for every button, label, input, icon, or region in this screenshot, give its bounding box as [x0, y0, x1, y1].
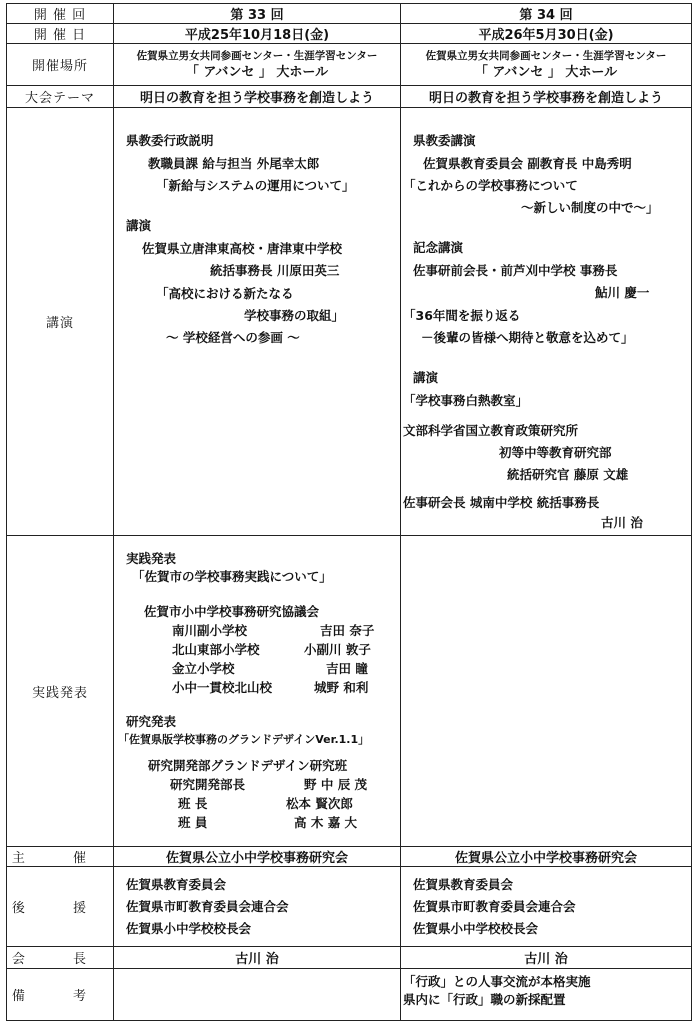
row-date — [7, 24, 692, 44]
row-organizer — [7, 847, 692, 867]
col33-practice-line: 野 中 辰 茂 — [304, 777, 368, 792]
col34-remarks-line: 「行政」との人事交流が本格実施 — [403, 974, 591, 989]
col34-practice — [401, 536, 692, 847]
col33-lecture-line: 県教委行政説明 — [126, 133, 214, 148]
col33-lectures — [114, 108, 401, 536]
col34-venue-line2: 「 アバンセ 」 大ホール — [474, 64, 618, 80]
row-remarks — [7, 969, 692, 1021]
col34-lecture-line: 「36年間を振り返る — [403, 308, 521, 323]
col34-lecture-line: －後輩の皆様へ期待と敬意を込めて」 — [421, 330, 634, 345]
col33-venue-line1: 佐賀県立男女共同参画センター・生涯学習センター — [136, 49, 378, 62]
col33-practice-line: 研究開発部グランドデザイン研究班 — [148, 758, 348, 773]
row-theme — [7, 86, 692, 108]
col33-lecture-line: 学校事務の取組」 — [244, 308, 345, 323]
col33-practice-line: 吉田 奈子 — [320, 623, 375, 638]
col33-practice-line: 城野 和利 — [314, 680, 369, 695]
col33-lecture-line: 統括事務長 川原田英三 — [210, 263, 340, 278]
col34-lecture-line: 記念講演 — [413, 240, 464, 255]
col34-remarks-line: 県内に「行政」職の新採配置 — [403, 992, 566, 1007]
label-venue: 開催場所 — [7, 44, 114, 86]
col34-venue-line1: 佐賀県立男女共同参画センター・生涯学習センター — [425, 49, 667, 62]
col33-practice-line: 班 長 — [178, 796, 208, 811]
col33-practice-line: 松本 賢次郎 — [286, 796, 353, 811]
col34-date: 平成26年5月30日(金) — [401, 24, 692, 44]
col33-lecture-line: 佐賀県立唐津東高校・唐津東中学校 — [142, 241, 343, 256]
label-support: 後 援 — [7, 867, 114, 947]
col34-support-item: 佐賀県小中学校校長会 — [413, 920, 539, 936]
events-table-wrapper — [6, 3, 691, 1019]
col34-lecture-line: 佐事研前会長・前芦刈中学校 事務長 — [413, 263, 618, 278]
label-lectures: 講演 — [7, 108, 114, 536]
col33-practice-line: 研究開発部長 — [170, 777, 246, 792]
col33-practice-line: 「佐賀県版学校事務のグランドデザインVer.1.1」 — [118, 733, 370, 746]
col34-support-item: 佐賀県市町教育委員会連合会 — [413, 898, 576, 914]
col33-practice-line: 班 員 — [178, 815, 208, 830]
col34-lecture-line: 県教委講演 — [413, 133, 476, 148]
col33-venue-line2: 「 アバンセ 」 大ホール — [185, 64, 329, 80]
col33-practice-line: 北山東部小学校 — [172, 642, 260, 657]
label-remarks: 備 考 — [7, 969, 114, 1021]
col34-lecture-line: 文部科学省国立教育政策研究所 — [403, 423, 579, 438]
col34-header: 第 34 回 — [401, 4, 692, 24]
row-support — [7, 867, 692, 947]
label-date: 開 催 日 — [7, 24, 114, 44]
col34-lecture-line: 古川 治 — [601, 515, 643, 530]
row-lectures — [7, 108, 692, 536]
col34-remarks — [401, 969, 692, 1021]
col33-president: 古川 治 — [114, 947, 401, 969]
label-theme: 大会テーマ — [7, 86, 114, 108]
col34-lecture-line: 鮎川 慶一 — [595, 285, 650, 300]
col33-venue — [114, 44, 401, 86]
col33-header: 第 33 回 — [114, 4, 401, 24]
col34-theme: 明日の教育を担う学校事務を創造しよう — [401, 86, 692, 108]
col34-lecture-line: 統括研究官 藤原 文雄 — [507, 467, 629, 482]
col33-support-item: 佐賀県小中学校校長会 — [126, 920, 252, 936]
col34-lecture-line: 「これからの学校事務について — [403, 178, 578, 193]
col34-lecture-line: 「学校事務白熱教室」 — [403, 393, 529, 408]
col33-date: 平成25年10月18日(金) — [114, 24, 401, 44]
col33-remarks — [114, 969, 401, 1021]
col33-organizer: 佐賀県公立小中学校事務研究会 — [114, 847, 401, 867]
col33-lecture-line: 「新給与システムの運用について」 — [156, 178, 355, 193]
col34-lecture-line: 初等中等教育研究部 — [499, 445, 612, 460]
label-session: 開 催 回 — [7, 4, 114, 24]
col34-lecture-line: 佐事研会長 城南中学校 統括事務長 — [403, 495, 600, 510]
col33-practice-line: 実践発表 — [126, 551, 177, 566]
col34-president: 古川 治 — [401, 947, 692, 969]
col34-lecture-line: 講演 — [413, 370, 439, 385]
col34-support-item: 佐賀県教育委員会 — [413, 876, 514, 892]
col34-venue — [401, 44, 692, 86]
col33-theme: 明日の教育を担う学校事務を創造しよう — [114, 86, 401, 108]
col33-practice-line: 小中一貫校北山校 — [172, 680, 273, 695]
col33-practice-line: 金立小学校 — [172, 661, 235, 676]
row-session — [7, 4, 692, 24]
col33-practice-line: 吉田 瞳 — [326, 661, 368, 676]
col34-lecture-line: ～新しい制度の中で～」 — [521, 200, 659, 215]
col33-practice-line: 研究発表 — [126, 714, 177, 729]
col33-practice-line: 南川副小学校 — [172, 623, 248, 638]
col33-practice-line: 「佐賀市の学校事務実践について」 — [132, 569, 332, 584]
col34-lecture-line: 佐賀県教育委員会 副教育長 中島秀明 — [423, 156, 632, 171]
col33-support — [114, 867, 401, 947]
col33-lecture-line: 「高校における新たなる — [156, 286, 294, 301]
label-organizer: 主 催 — [7, 847, 114, 867]
col33-lecture-line: 教職員課 給与担当 外尾幸太郎 — [148, 156, 320, 171]
col33-practice-line: 佐賀市小中学校事務研究協議会 — [144, 604, 320, 619]
col34-organizer: 佐賀県公立小中学校事務研究会 — [401, 847, 692, 867]
row-practice — [7, 536, 692, 847]
col33-support-item: 佐賀県教育委員会 — [126, 876, 227, 892]
col33-practice — [114, 536, 401, 847]
label-president: 会 長 — [7, 947, 114, 969]
col34-lectures — [401, 108, 692, 536]
col33-practice-line: 小副川 敦子 — [304, 642, 371, 657]
label-practice: 実践発表 — [7, 536, 114, 847]
row-venue — [7, 44, 692, 86]
events-table — [6, 3, 692, 1021]
col33-lecture-line: 講演 — [126, 218, 152, 233]
col33-lecture-line: ～ 学校経営への参画 ～ — [166, 330, 300, 345]
col33-support-item: 佐賀県市町教育委員会連合会 — [126, 898, 289, 914]
col33-practice-line: 高 木 嘉 大 — [294, 815, 358, 830]
col34-support — [401, 867, 692, 947]
row-president — [7, 947, 692, 969]
